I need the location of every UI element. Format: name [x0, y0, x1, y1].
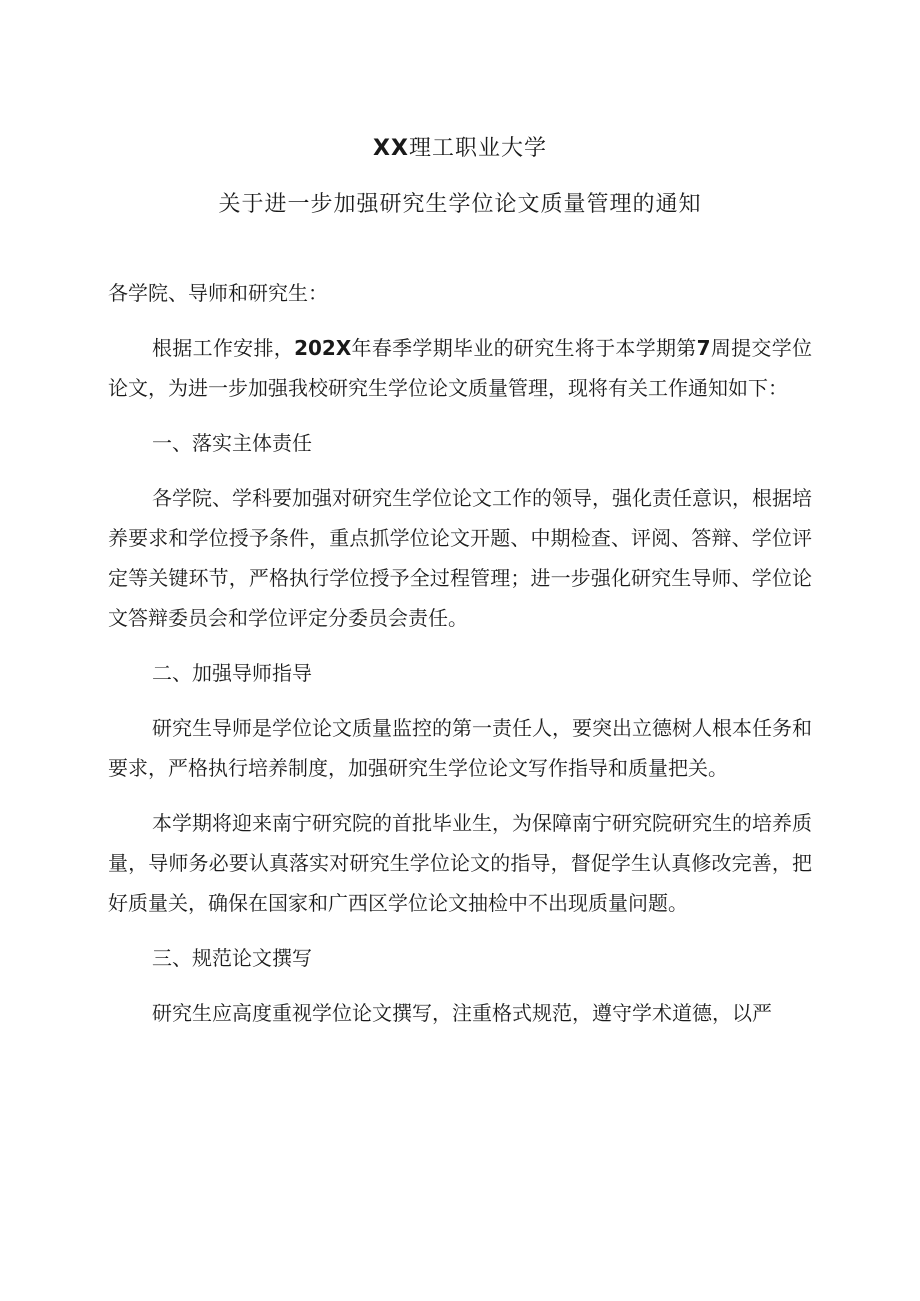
title-latin-part: XX	[373, 136, 409, 161]
section-heading-2: 二、加强导师指导	[152, 661, 312, 685]
intro-part3: 周提交学位论文，为进一步加强我校研究生学位论文质量管理，现将有关工作通知如下：	[108, 336, 812, 400]
title-university-name: 理工职业大学	[408, 136, 547, 161]
section-2-paragraph-1: 研究生导师是学位论文质量监控的第一责任人，要突出立德树人根本任务和要求，严格执行培养制度，加强研究生学位论文写作指导和质量把关。	[108, 716, 812, 780]
salutation: 各学院、导师和研究生：	[108, 281, 328, 305]
intro-week: 7	[696, 336, 711, 360]
intro-paragraph	[108, 328, 812, 408]
document-body	[108, 273, 812, 1048]
document-title	[0, 130, 920, 224]
intro-part1: 根据工作安排，	[152, 336, 295, 360]
section-heading-1: 一、落实主体责任	[152, 431, 312, 455]
section-heading-3: 三、规范论文撰写	[152, 946, 312, 970]
title-line-notice: 关于进一步加强研究生学位论文质量管理的通知	[218, 192, 702, 217]
section-3-paragraph-1: 研究生应高度重视学位论文撰写，注重格式规范，遵守学术道德，以严	[152, 1001, 772, 1025]
section-2-paragraph-2: 本学期将迎来南宁研究院的首批毕业生，为保障南宁研究院研究生的培养质量，导师务必要认真落实对研究生学位论文的指导，督促学生认真修改完善，把好质量关，确保在国家和广西区学位论文抽检中不出现质量问题。	[108, 811, 812, 915]
title-line-university	[0, 130, 920, 168]
intro-year: 202X	[294, 336, 352, 360]
section-1-paragraph-1: 各学院、学科要加强对研究生学位论文工作的领导，强化责任意识，根据培养要求和学位授予条件，重点抓学位论文开题、中期检查、评阅、答辩、学位评定等关键环节，严格执行学位授予全过程管理；进一步强化研究生导师、学位论文答辩委员会和学位评定分委员会责任。	[108, 486, 812, 630]
intro-part2: 年春季学期毕业的研究生将于本学期第	[351, 336, 697, 360]
